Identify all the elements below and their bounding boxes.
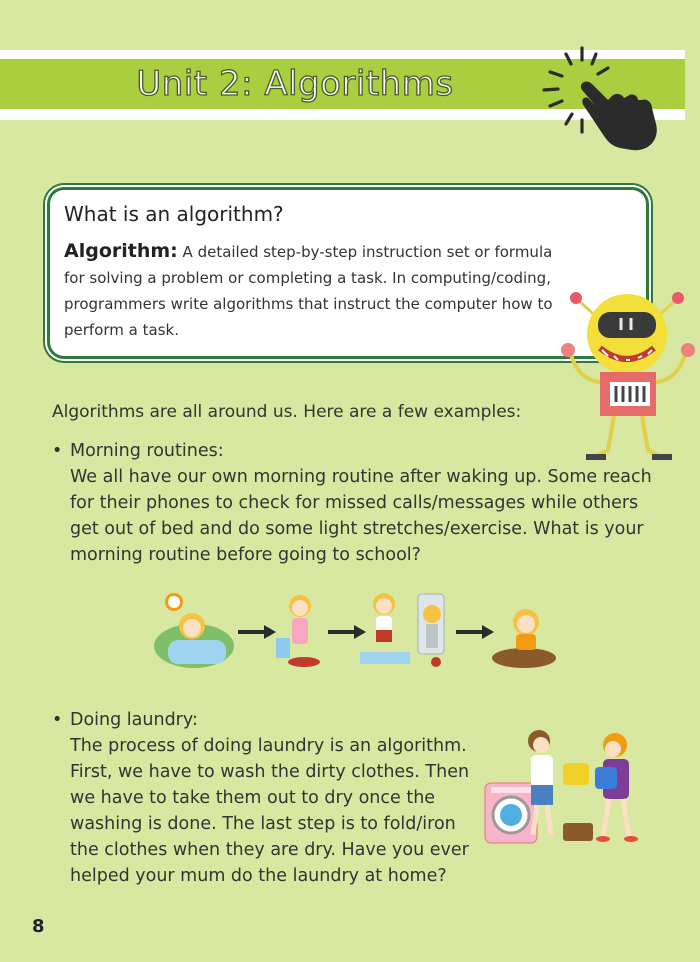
example-line: First, we have to wash the dirty clothes. Then [70, 762, 470, 782]
list-item [52, 438, 662, 578]
example-line: The process of doing laundry is an algorithm. [70, 736, 467, 756]
definition-line: programmers write algorithms that instruct the computer how to [64, 295, 553, 313]
example-body [70, 464, 652, 568]
example-line: We all have our own morning routine after waking up. Some reach [70, 467, 652, 487]
page-title: Unit 2: Algorithms [136, 64, 454, 104]
example-line: washing is done. The last step is to fold/iron [70, 814, 456, 834]
bullet-dot: • [52, 441, 63, 461]
definition-line: for solving a problem or completing a task. In computing/coding, [64, 269, 551, 287]
example-line: get out of bed and do some light stretches/exercise. What is your [70, 519, 644, 539]
example-line: the clothes when they are dry. Have you ever [70, 840, 469, 860]
example-line: helped your mum do the laundry at home? [70, 866, 447, 886]
list-item [52, 707, 472, 897]
top-margin [0, 0, 700, 48]
definition-line: A detailed step-by-step instruction set or formula [177, 243, 553, 261]
example-line: we have to take them out to dry once the [70, 788, 436, 808]
intro-text: Algorithms are all around us. Here are a few examples: [52, 402, 522, 422]
definition-line: perform a task. [64, 321, 179, 339]
robot-illustration [556, 290, 698, 462]
page-number: 8 [32, 916, 45, 937]
example-line: morning routine before going to school? [70, 545, 421, 565]
definition-body [64, 238, 584, 343]
example-title: Morning routines: [70, 441, 224, 461]
tap-hand-icon [538, 44, 670, 154]
laundry-illustration [483, 727, 648, 849]
example-title: Doing laundry: [70, 710, 198, 730]
morning-routine-illustration [150, 588, 560, 674]
definition-term: Algorithm: [64, 240, 178, 262]
bullet-dot: • [52, 710, 63, 730]
definition-heading: What is an algorithm? [64, 202, 284, 226]
example-body [70, 733, 469, 889]
example-line: for their phones to check for missed calls/messages while others [70, 493, 639, 513]
